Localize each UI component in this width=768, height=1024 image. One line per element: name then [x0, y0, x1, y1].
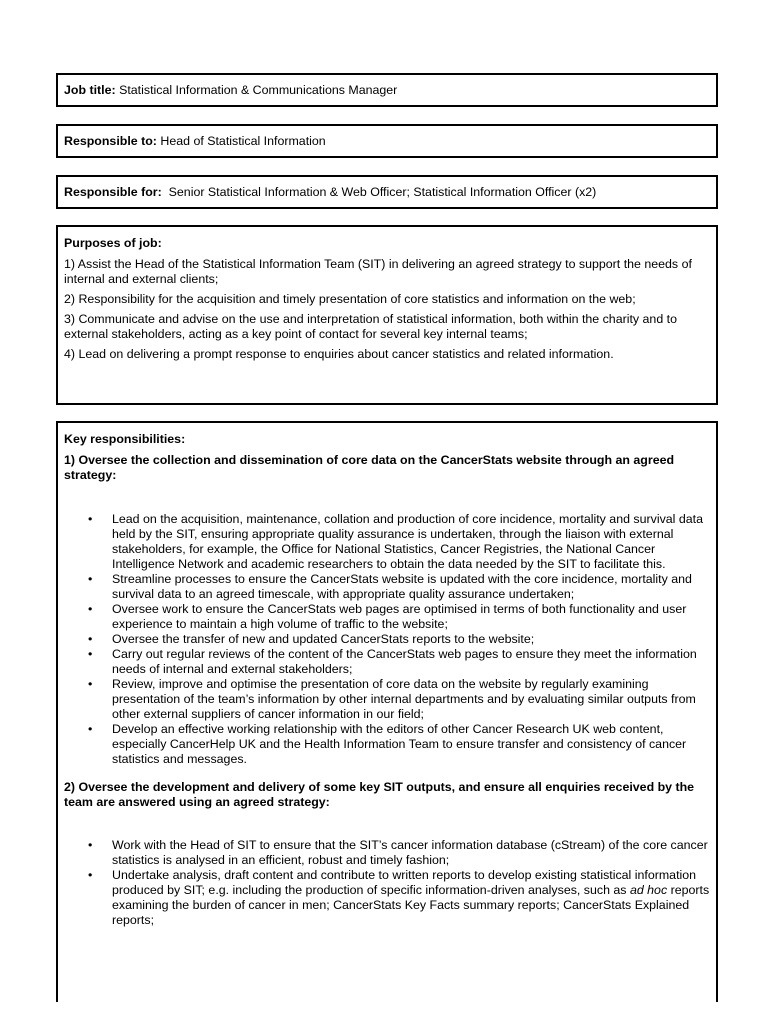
- bullet-icon: •: [88, 632, 93, 646]
- responsible-for-label: Responsible for:: [64, 184, 162, 199]
- bullet-icon: •: [88, 602, 93, 616]
- list-item: • Lead on the acquisition, maintenance, collation and production of core incidence, mortality and survival data held by the SIT, ensuring appropriate quality assurance is undertaken, through the liaison with external stakeholders, for example, the Office for National Statistics, Cancer Registries, the National Cancer Intelligence Network and academic researchers to obtain the data needed by the SIT to facilitate this.: [88, 512, 703, 571]
- bullet-icon: •: [88, 647, 93, 661]
- section1-heading: 1) Oversee the collection and dissemination of core data on the CancerStats website through an agreed strategy:: [64, 453, 675, 482]
- list-item: • Review, improve and optimise the presentation of core data on the website by regularly examining presentation of the team’s information by other internal departments and by evaluating similar outputs from other external suppliers of cancer information in our field;: [88, 677, 696, 721]
- job-title-label: Job title:: [64, 82, 116, 97]
- bullet-icon: •: [88, 677, 93, 691]
- list-item: • Undertake analysis, draft content and contribute to written reports to develop existing statistical information produced by SIT; e.g. including the production of specific information-driven analyses, such as ad hoc reports examining the burden of cancer in men; CancerStats Key Facts summary reports; CancerStats Explained reports;: [88, 868, 710, 927]
- list-item: • Develop an effective working relationship with the editors of other Cancer Research UK web content, especially CancerHelp UK and the Health Information Team to ensure transfer and consistency of cancer statistics and messages.: [88, 722, 687, 766]
- job-title-box: [56, 73, 718, 107]
- list-item: • Oversee the transfer of new and updated CancerStats reports to the website;: [88, 632, 535, 646]
- list-item: • Carry out regular reviews of the content of the CancerStats web pages to ensure they meet the information needs of internal and external stakeholders;: [88, 647, 697, 676]
- purposes-heading: Purposes of job:: [64, 236, 162, 250]
- section1-bullet-list: [64, 512, 710, 767]
- key-responsibilities-box: [56, 421, 718, 1002]
- responsible-for-value: Senior Statistical Information & Web Officer; Statistical Information Officer (x2): [161, 184, 597, 199]
- list-item: • Streamline processes to ensure the CancerStats website is updated with the core incidence, mortality and survival data to an agreed timescale, with appropriate quality assurance undertaken;: [88, 572, 692, 601]
- responsible-to-label: Responsible to:: [64, 133, 157, 148]
- bullet-icon: •: [88, 722, 93, 736]
- purposes-box: [56, 225, 718, 405]
- section2-bullet-list: [64, 838, 710, 928]
- responsible-to-box: [56, 124, 718, 158]
- list-item: • Work with the Head of SIT to ensure that the SIT’s cancer information database (cStream) of the core cancer statistics is analysed in an efficient, robust and timely fashion;: [88, 838, 708, 867]
- key-responsibilities-heading: Key responsibilities:: [64, 432, 186, 446]
- bullet-icon: •: [88, 868, 93, 882]
- responsible-to-value: Head of Statistical Information: [156, 133, 326, 148]
- purpose-item: 2) Responsibility for the acquisition and timely presentation of core statistics and information on the web;: [64, 292, 636, 306]
- section2-heading: 2) Oversee the development and delivery of some key SIT outputs, and ensure all enquiries received by the team are answered using an agreed strategy:: [64, 780, 695, 809]
- bullet-icon: •: [88, 838, 93, 852]
- bullet-icon: •: [88, 572, 93, 586]
- list-item: • Oversee work to ensure the CancerStats web pages are optimised in terms of both functionality and user experience to maintain a high volume of traffic to the website;: [88, 602, 687, 631]
- job-title-value: Statistical Information & Communications Manager: [115, 82, 398, 97]
- purpose-item: 1) Assist the Head of the Statistical Information Team (SIT) in delivering an agreed strategy to support the needs of internal and external clients;: [64, 257, 692, 286]
- purpose-item: 4) Lead on delivering a prompt response to enquiries about cancer statistics and related information.: [64, 347, 614, 361]
- responsible-for-box: [56, 175, 718, 209]
- bullet-icon: •: [88, 512, 93, 526]
- purpose-item: 3) Communicate and advise on the use and interpretation of statistical information, both within the charity and to external stakeholders, acting as a key point of contact for several key internal teams;: [64, 312, 677, 341]
